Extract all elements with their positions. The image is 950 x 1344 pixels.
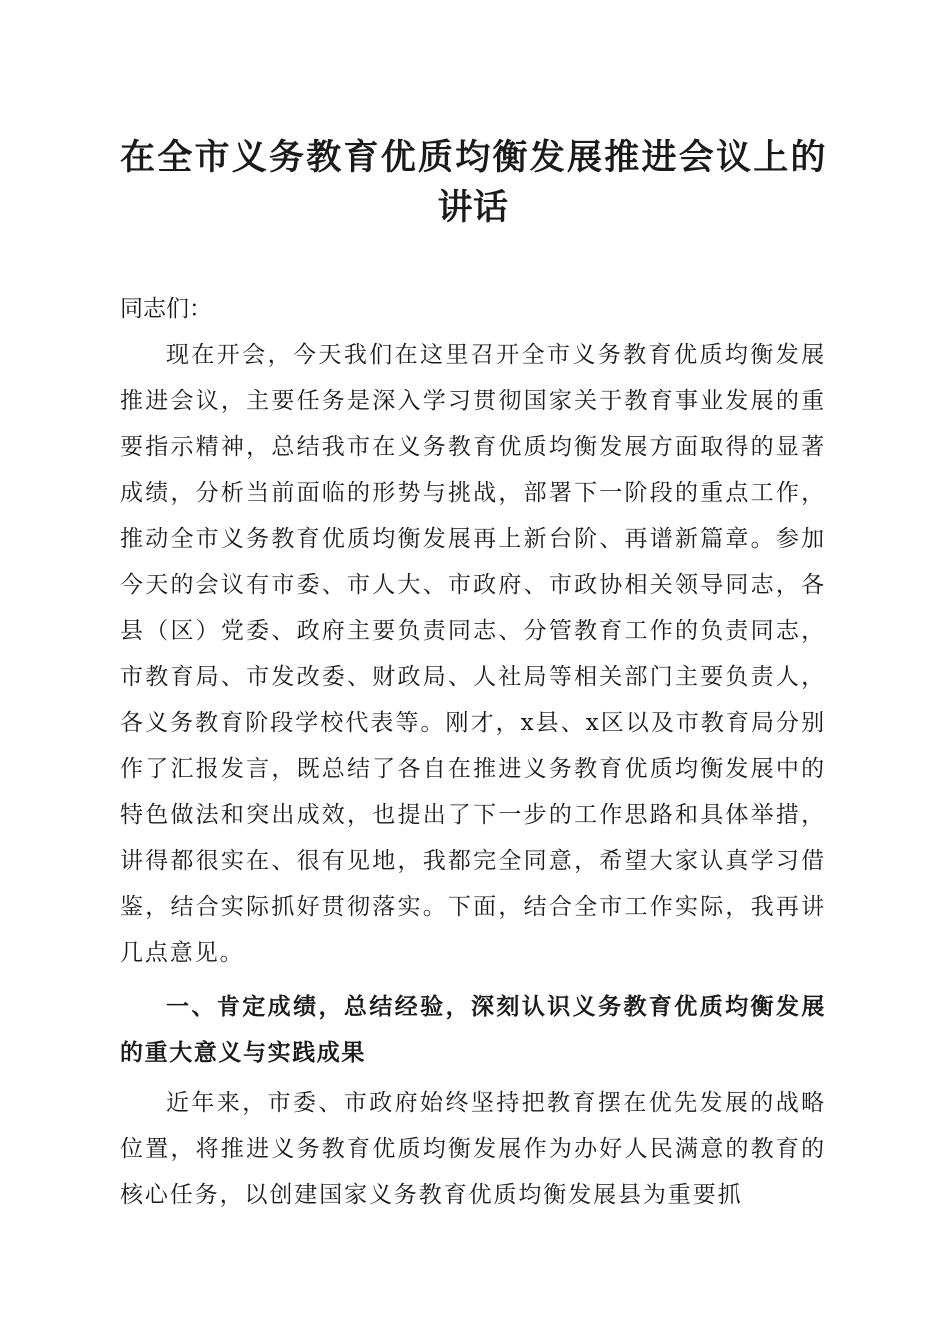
document-page xyxy=(120,0,826,1218)
salutation: 同志们： xyxy=(120,296,212,322)
section-heading-1: 一、肯定成绩，总结经验，深刻认识义务教育优质均衡发展的重大意义与实践成果 xyxy=(120,994,826,1066)
intro-paragraph: 现在开会，今天我们在这里召开全市义务教育优质均衡发展推进会议，主要任务是深入学习贯彻国家关于教育事业发展的重要指示精神，总结我市在义务教育优质均衡发展方面取得的显著成绩，分析当前面临的形势与挑战，部署下一阶段的重点工作，推动全市义务教育优质均衡发展再上新台阶、再谱新篇章。参加今天的会议有市委、市人大、市政府、市政协相关领导同志，各县（区）党委、政府主要负责同志、分管教育工作的负责同志，市教育局、市发改委、财政局、人社局等相关部门主要负责人，各义务教育阶段学校代表等。刚才，x县、x区以及市教育局分别作了汇报发言，既总结了各自在推进义务教育优质均衡发展中的特色做法和突出成效，也提出了下一步的工作思路和具体举措，讲得都很实在、很有见地，我都完全同意，希望大家认真学习借鉴，结合实际抓好贯彻落实。下面，结合全市工作实际，我再讲几点意见。 xyxy=(120,342,826,966)
section-1-body: 近年来，市委、市政府始终坚持把教育摆在优先发展的战略位置，将推进义务教育优质均衡发展作为办好人民满意的教育的核心任务，以创建国家义务教育优质均衡发展县为重要抓 xyxy=(120,1090,826,1208)
document-title: 在全市义务教育优质均衡发展推进会议上的讲话 xyxy=(120,137,826,228)
